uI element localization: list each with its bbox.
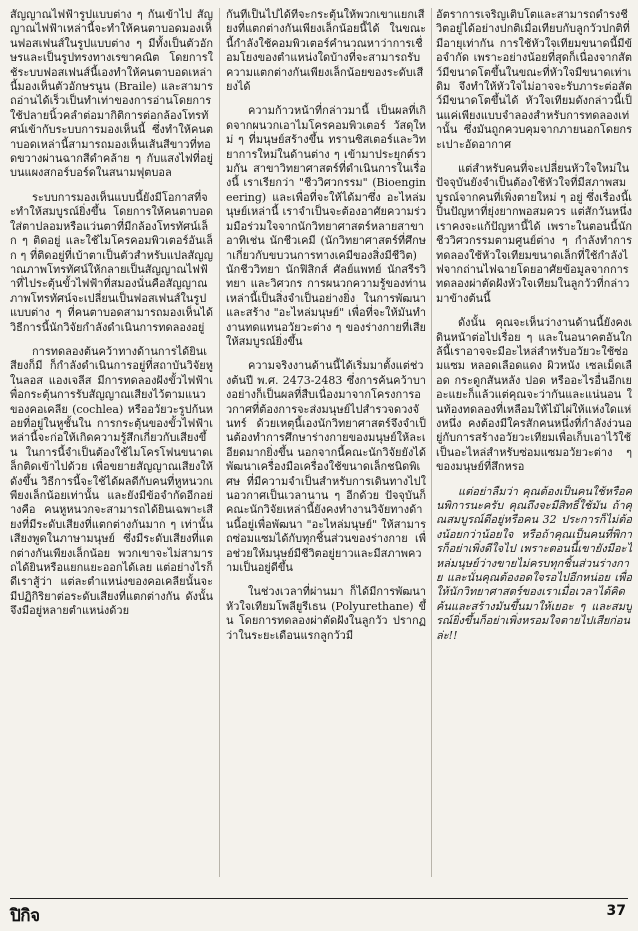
closing-paragraph: แต่อย่าลืมว่า คุณต้องเป็นคนใช้หรือคนพิการนะครับ คุณถึงจะมีสิทธิ์ใช้มัน ถ้าคุณสมบูรณ์ดีอยู่หรือคน 32 ประการก็ไม่ต้องน้อยกว่าน้อยใจ หรือถ้าคุณเป็นคนที่พิการก็อย่าเพิ่งดีใจไป เพราะตอนนี้เขายังมีอะไหล่มนุษย์ว่างขายไม่ครบทุกชิ้นส่วนร่างกาย และนั่นคุณต้องอดใจรอไปอีกหน่อย เพื่อให้นักวิทยาศาสตร์ของเราเมื่อเวลาได้คิดค้นและสร้างมันขึ้นมาให้เยอะ ๆ และสมบูรณ์ยิ่งขึ้นก็อย่าเพิ่งหรอมใจตายไปเสียก่อนล่ะ!! (436, 484, 632, 642)
paragraph: สัญญาณไฟฟ้ารูปแบบต่าง ๆ กันเข้าไป สัญญาณไฟฟ้าเหล่านี้จะทำให้คนตาบอดมองเห็นฟอสเฟนส์ในรูปแบบต่าง ๆ มีทั้งเป็นตัวอักษรและเป็นรูปทรงทางเรขาคณิต โดยการใช้ระบบฟอสเฟนส์นี้เองทำให้คนตาบอดเหล่านี้มองเห็นตัวอักษรนูน (Braile) และสามารถอ่านได้เร็วเป็นทำเท่าของการอ่านโดยการใช้ปลายนิ้วคลำต่อมากิติการต่อกล้องโทรทัศน์เข้ากับระบบการมองเห็นนี้ ซึ่งทำให้คนตาบอดเหล่านี้สามารถมองเห็นเส้นสีขาวที่ทอดขวางผ่านฉากสีดำคล้าย ๆ กับแสงไฟที่อยู่บนแผงสกอร์บอร์ดในสนามฟุตบอล (10, 8, 213, 180)
paragraph: แต่สำหรับคนที่จะเปลี่ยนหัวใจใหม่ในปัจจุบันยังจำเป็นต้องใช้หัวใจที่มีสภาพสมบูรณ์จากคนที่เพิ่งตายใหม่ ๆ อยู่ ซึ่งเรื่องนี้เป็นปัญหาที่ยุ่งยากพอสมควร แต่สักวันหนึ่งเราคงจะแก้ปัญหานี้ได้ เพราะในตอนนี้นักชีววิศวกรรมตามศูนย์ต่าง ๆ กำลังทำการทดลองใช้หัวใจเทียมขนาดเล็กที่ใช้กำลังไฟจากถ่านไฟฉายโดยอาศัยข้อมูลจากการทดลองผ่าตัดฝังหัวใจเทียมในลูกวัวที่กล่าวมาข้างต้นนี้ (436, 162, 632, 305)
column-divider (431, 8, 432, 877)
page-number: 37 (606, 903, 626, 919)
article-column-1 (10, 8, 213, 884)
paragraph: ความก้าวหน้าที่กล่าวมานี้ เป็นผลที่เกิดจากผนวกเอาไมโครคอมพิวเตอร์ วัสดุใหม่ ๆ ที่มนุษย์สร้างขึ้น ทรานซิสเตอร์และวิทยาการใหม่ในด้านต่าง ๆ เข้ามาประยุกต์รวมกัน สาขาวิทยาศาสตร์ที่ดำเนินการในเรื่องนี้ เราเรียกว่า "ชีววิศวกรรม" (Bioengineering) และเพื่อที่จะให้ได้มาซึ่ง อะไหล่มนุษย์เหล่านี้ เราจำเป็นจะต้องอาศัยความร่วมมือร่วมใจจากนักวิทยาศาสตร์หลายสาขา อาทิเช่น นักชีวเคมี (นักวิทยาศาสตร์ที่ศึกษาเกี่ยวกับขบวนการทางเคมีของสิ่งมีชีวิต) นักชีววิทยา นักฟิสิกส์ ศัลย์แพทย์ นักสรีรวิทยา และวิศวกร การผนวกความรู้ของท่านเหล่านี้เป็นสิ่งจำเป็นอย่างยิ่ง ในการพัฒนา และสร้าง "อะไหล่มนุษย์" เพื่อที่จะให้มันทำงานทดแทนอวัยวะต่าง ๆ ของร่างกายที่เสียให้สมบูรณ์ยิ่งขึ้น (226, 104, 426, 348)
article-column-2 (226, 8, 426, 884)
footer-rule (10, 898, 628, 899)
paragraph: ดังนั้น คุณจะเห็นว่างานด้านนี้ยังคงเดินหน้าต่อไปเรื่อย ๆ และในอนาคตอันใกล้นี้เราอาจจะมีอะไหล่สำหรับอวัยวะใช้ซ่อมแซม หลอดเลือดแดง ผิวหนัง เซลเม็ดเลือด กระดูกสันหลัง ปอด หรืออะไรอื่นอีกเยอะแยะก็แล้วแต่คุณจะว่ากันและแน่นอน ในท้องทดลองที่เหลือมให้ไม้ไผ่ให้แห่งใดแห่งหนึ่ง คงต้องมีใครสักคนหนึ่งที่กำลังง่วนอยู่กับการสร้างอวัยวะเทียมเพื่อเก็บเอาไว้ใช้เป็นอะไหล่สำหรับซ่อมแซมอวัยวะต่าง ๆ ของมนุษย์ที่สึกหรอ (436, 316, 632, 474)
paragraph: กันที่เป็นไปได้ที่จะกระตุ้นให้พวกเขาแยกเสียงที่แตกต่างกันเพียงเล็กน้อยนี้ได้ ในขณะนี้กำลังใช้คอมพิวเตอร์คำนวณหาว่าการเชื่อมโยงของตำแหน่งใดบ้างที่จะสามารถรับความแตกต่างกันเพียงเล็กน้อยของระดับเสียงได้ (226, 8, 426, 94)
paragraph: ความจริงงานด้านนี้ได้เริ่มมาตั้งแต่ช่วงต้นปี พ.ศ. 2473-2483 ซึ่งการค้นคว้าบางอย่างก็เป็นผลที่สืบเนื่องมาจากโครงการอวกาศที่ต้องการจะส่งมนุษย์ไปสำรวจดวงจันทร์ ด้วยเหตุนี้เองนักวิทยาศาสตร์จึงจำเป็นต้องทำการศึกษาร่างกายของมนุษย์ให้ละเอียดมากยิ่งขึ้น นอกจากนี้คณะนักวิจัยยังได้พัฒนาเครื่องมือเครื่องใช้ขนาดเล็กชนิดพิเศษ ที่มีความจำเป็นสำหรับการเดินทางไปในอวกาศเป็นเวลานาน ๆ อีกด้วย ปัจจุบันก็คณะนักวิจัยเหล่านี้ยังคงทำงานวิจัยทางด้านนี้อยู่เพื่อพัฒนา "อะไหล่มนุษย์" ให้สามารถซ่อมแซมได้กับทุกชิ้นส่วนของร่างกาย เพื่อช่วยให้มนุษย์มีชีวิตอยู่ยาวและมีสภาพความเป็นอยู่ดีขึ้น (226, 359, 426, 575)
paragraph: ระบบการมองเห็นแบบนี้ยังมีโอกาสที่จะทำให้สมบูรณ์ยิ่งขึ้น โดยการให้คนตาบอดใส่ตาปลอมหรือแว่นตาที่มีกล้องโทรทัศน์เล็ก ๆ ติดอยู่ และใช้ไมโครคอมพิวเตอร์อันเล็ก ๆ ที่ติดอยู่ที่เบ้าตาเป็นตัวสำหรับแปลสัญญาณภาพโทรทัศน์ให้กลายเป็นสัญญาณไฟฟ้าที่ไประตุ้นขั้วไฟฟ้าที่สมองนั่นคือสัญญาณภาพโทรทัศน์จะเปลี่ยนเป็นฟอสเฟนส์ในรูปแบบต่าง ๆ ที่คนตาบอดสามารถมองเห็นได้ วิธีการนี้นักวิจัยกำลังดำเนินการทดลองอยู่ (10, 190, 213, 334)
column-divider (219, 8, 220, 877)
paragraph: การทดลองต้นคว้าทางด้านการได้ยินเสียงก็มี ก็กำลังดำเนินการอยู่ที่สถาบันวิจัยหูในลอส แองเจลีส มีการทดลองฝังขั้วไฟฟ้าเพื่อกระตุ้นการรับสัญญาณเสียงไว้ตามแนวของคอเคลีย (cochlea) หรืออวัยวะรูปก้นหอยที่อยู่ในหูชั้นใน การกระตุ้นของขั้วไฟฟ้าเหล่านี้จะก่อให้เกิดความรู้สึกเกี่ยวกับเสียงขึ้น ในการนี้จำเป็นต้องใช้ไมโครโฟนขนาดเล็กติดเข้าไปด้วย เพื่อขยายสัญญาณเสียงให้ดังขึ้น วิธีการนี้จะใช้ได้ผลดีกับคนที่หูหนวกเพียงเล็กน้อยเท่านั้น และยังมีข้อจำกัดอีกอย่างคือ คนหูหนวกจะสามารถได้ยินเฉพาะเสียงที่มีระดับเสียงที่แตกต่างกันมาก ๆ เท่านั้นเสียงพูดในภาษามนุษย์ ซึ่งมีระดับเสียงที่แตกต่างกันเพียงเล็กน้อย พวกเขาจะไม่สามารถได้ยินหรือแยกแยะออกได้เลย แต่อย่างไรก็ดีเราสู้ว่า แต่ละตำแหน่งของคอเคลียนั้นจะมีปฏิกิริยาต่อระดับเสียงที่แตกต่างกัน ดังนั้นจึงมีอยู่หลายตำแหน่งด้วย (10, 344, 213, 618)
paragraph: ในช่วงเวลาที่ผ่านมา ก็ได้มีการพัฒนาหัวใจเทียมโพลียูรีเธน (Polyurethane) ขึ้น โดยการทดลองผ่าตัดฝังในลูกวัว ปรากฏว่าในระยะเดือนแรกลูกวัวมี (226, 585, 426, 642)
article-column-3 (436, 8, 632, 884)
paragraph: อัตราการเจริญเติบโตและสามารถดำรงชีวิตอยู่ได้อย่างปกติเมื่อเทียบกับลูกวัวปกติที่มีอายุเท่ากัน การใช้หัวใจเทียมขนาดนี้มีข้อจำกัด เพราะอย่างน้อยที่สุดก็เนื่องจากสัตว์มีขนาดโตขึ้นในขณะที่หัวใจมีขนาดเท่าเดิม จึงทำให้หัวใจไม่อาจจะรับภาระต่อสัตว์มีขนาดโตขึ้นได้ หัวใจเทียมดังกล่าวนี้เป็นแค่เพียงแบบจำลองสำหรับการทดลองเท่านั้น ซึ่งมันถูกควบคุมจากภายนอกโดยกระเปาะอัดอากาศ (436, 8, 632, 151)
magazine-logo: ปิกิจ (10, 906, 40, 926)
